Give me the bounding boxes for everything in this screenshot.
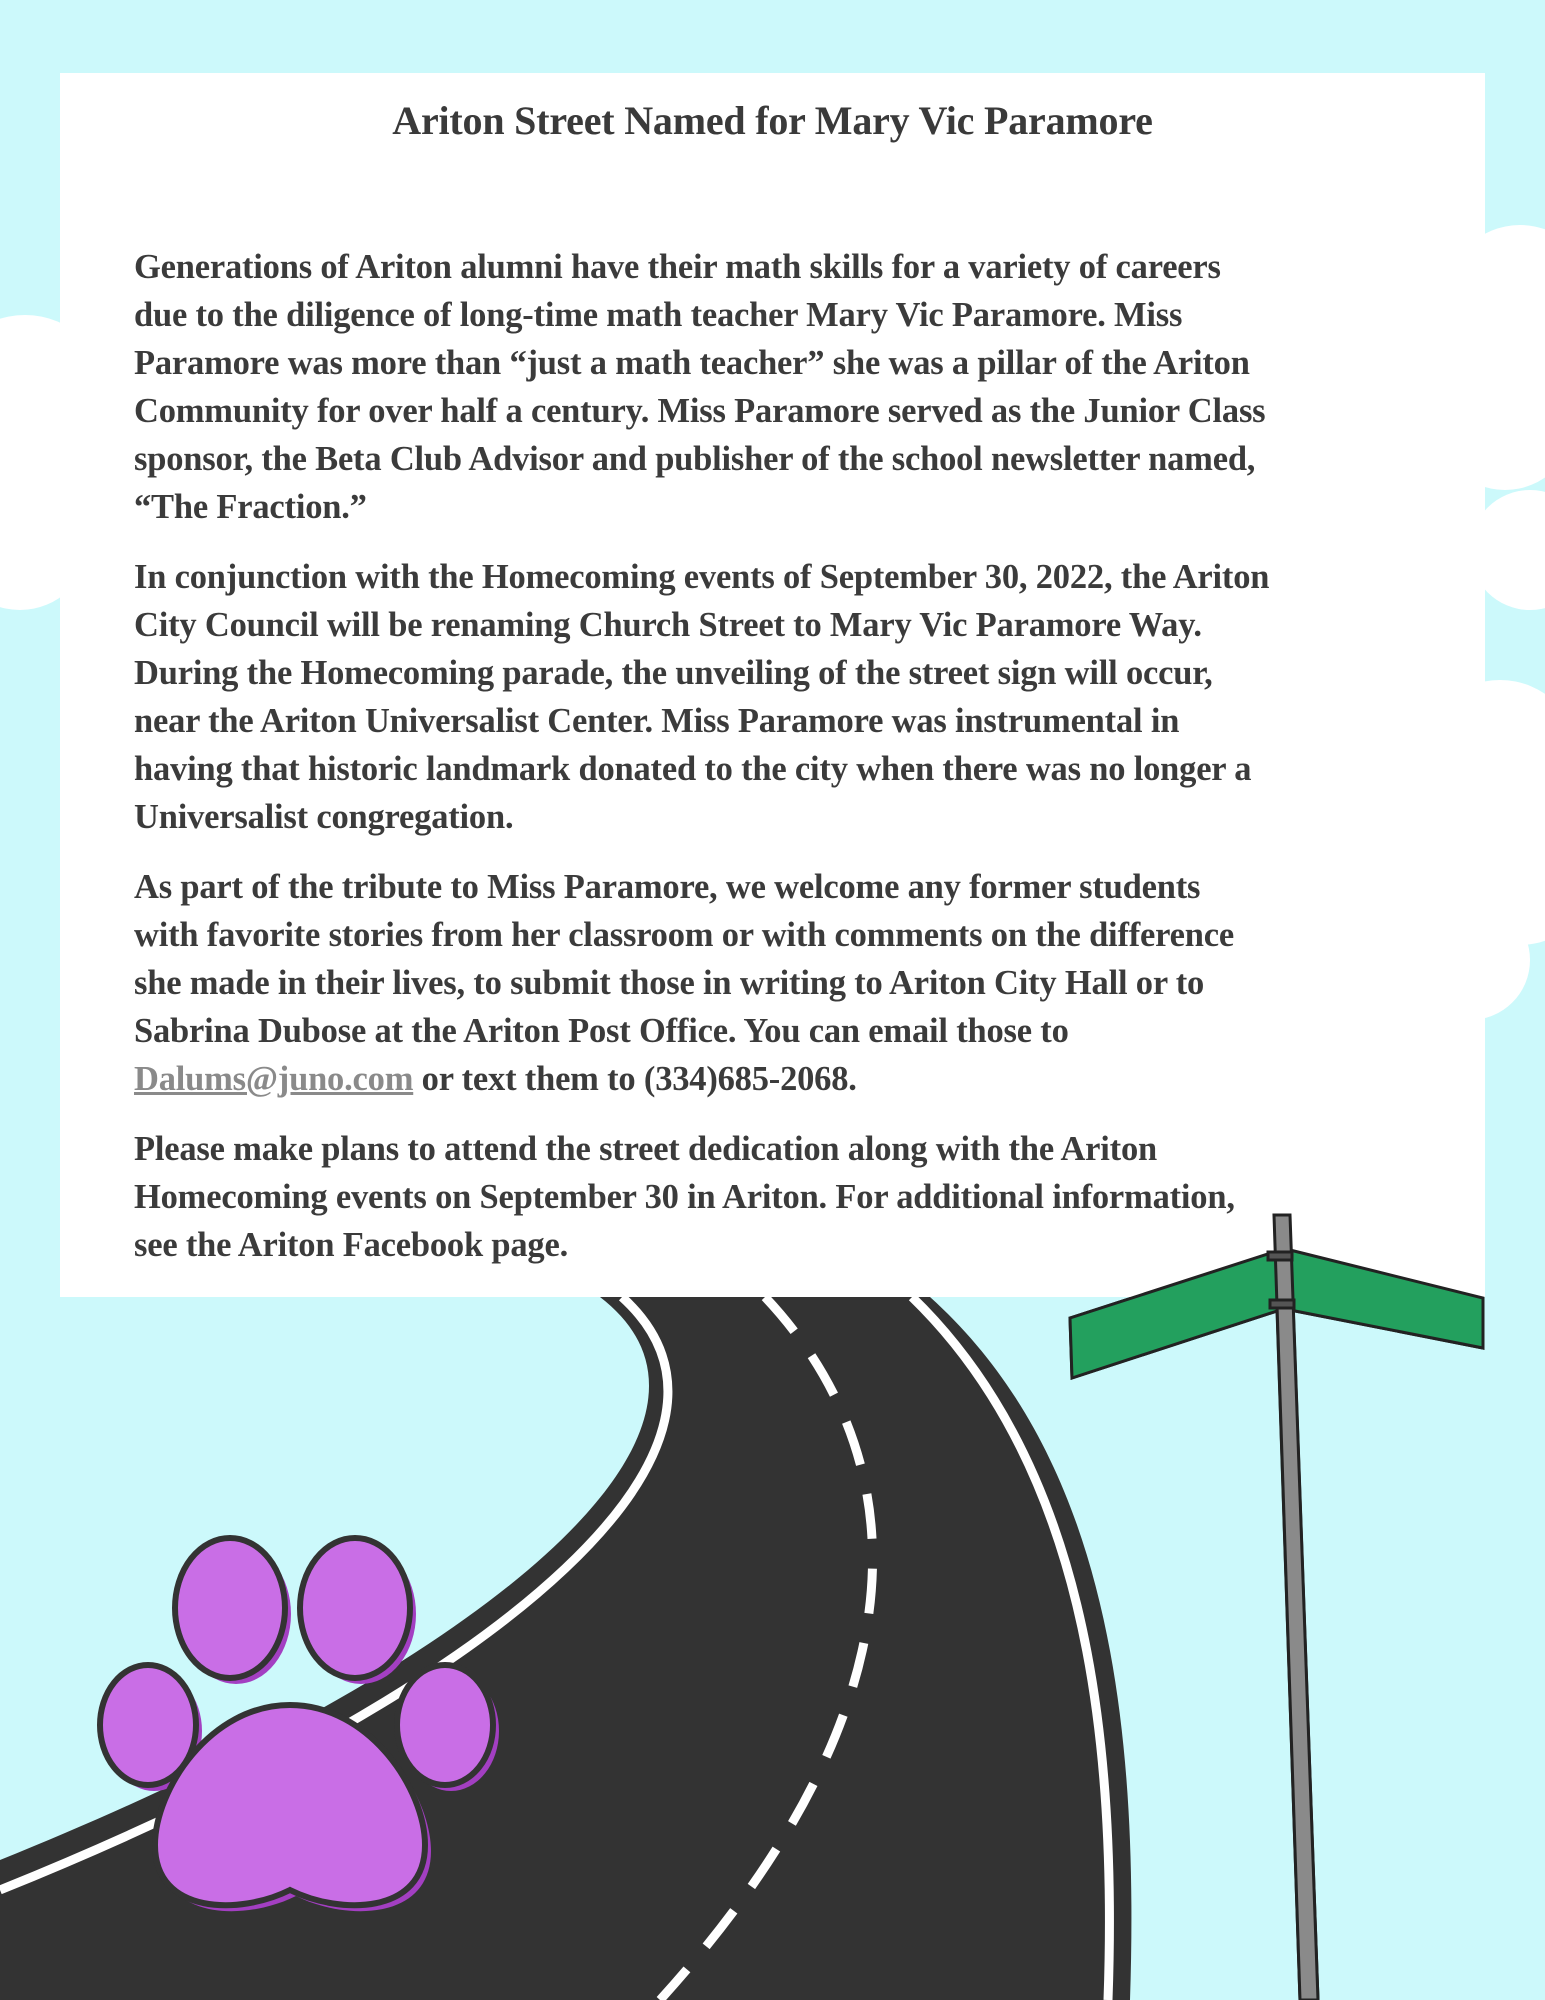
text-line: “The Fraction.”: [134, 488, 367, 526]
text-line: due to the diligence of long-time math teacher Mary Vic Paramore. Miss: [134, 296, 1183, 334]
text-line: As part of the tribute to Miss Paramore, we welcome any former students: [134, 868, 1201, 906]
text-line: or text them to (334)685-2068.: [413, 1060, 857, 1098]
notice-card: [60, 73, 1485, 1297]
text-line: Generations of Ariton alumni have their math skills for a variety of careers: [134, 248, 1221, 286]
text-line: Please make plans to attend the street dedication along with the Ariton: [134, 1130, 1157, 1168]
text-line: sponsor, the Beta Club Advisor and publisher of the school newsletter named,: [134, 440, 1256, 478]
text-line: In conjunction with the Homecoming events of September 30, 2022, the Ariton: [134, 558, 1270, 596]
text-line: she made in their lives, to submit those in writing to Ariton City Hall or to: [134, 964, 1205, 1002]
text-line: see the Ariton Facebook page.: [134, 1226, 569, 1264]
text-line: with favorite stories from her classroom or with comments on the difference: [134, 916, 1234, 954]
paragraph-1: [134, 243, 1484, 531]
paragraph-3: [134, 863, 1484, 1103]
text-line: Paramore was more than “just a math teacher” she was a pillar of the Ariton: [134, 344, 1250, 382]
street-sign-icon: [1070, 1220, 1483, 2000]
text-line: Universalist congregation.: [134, 798, 514, 836]
text-line: City Council will be renaming Church Street to Mary Vic Paramore Way.: [134, 606, 1202, 644]
paragraph-4: [134, 1125, 1484, 1269]
text-line: Community for over half a century. Miss Paramore served as the Junior Class: [134, 392, 1266, 430]
text-line: having that historic landmark donated to the city when there was no longer a: [134, 750, 1252, 788]
paragraph-2: [134, 553, 1484, 841]
text-line: near the Ariton Universalist Center. Miss Paramore was instrumental in: [134, 702, 1180, 740]
road-icon: [0, 1297, 1131, 2000]
email-link[interactable]: Dalums@juno.com: [134, 1060, 414, 1098]
text-line: Homecoming events on September 30 in Ariton. For additional information,: [134, 1178, 1235, 1216]
notice-title: Ariton Street Named for Mary Vic Paramore: [392, 98, 1153, 143]
notice-body: [134, 243, 1484, 1291]
text-line: During the Homecoming parade, the unveiling of the street sign will occur,: [134, 654, 1213, 692]
text-line: Sabrina Dubose at the Ariton Post Office. You can email those to: [134, 1012, 1069, 1050]
